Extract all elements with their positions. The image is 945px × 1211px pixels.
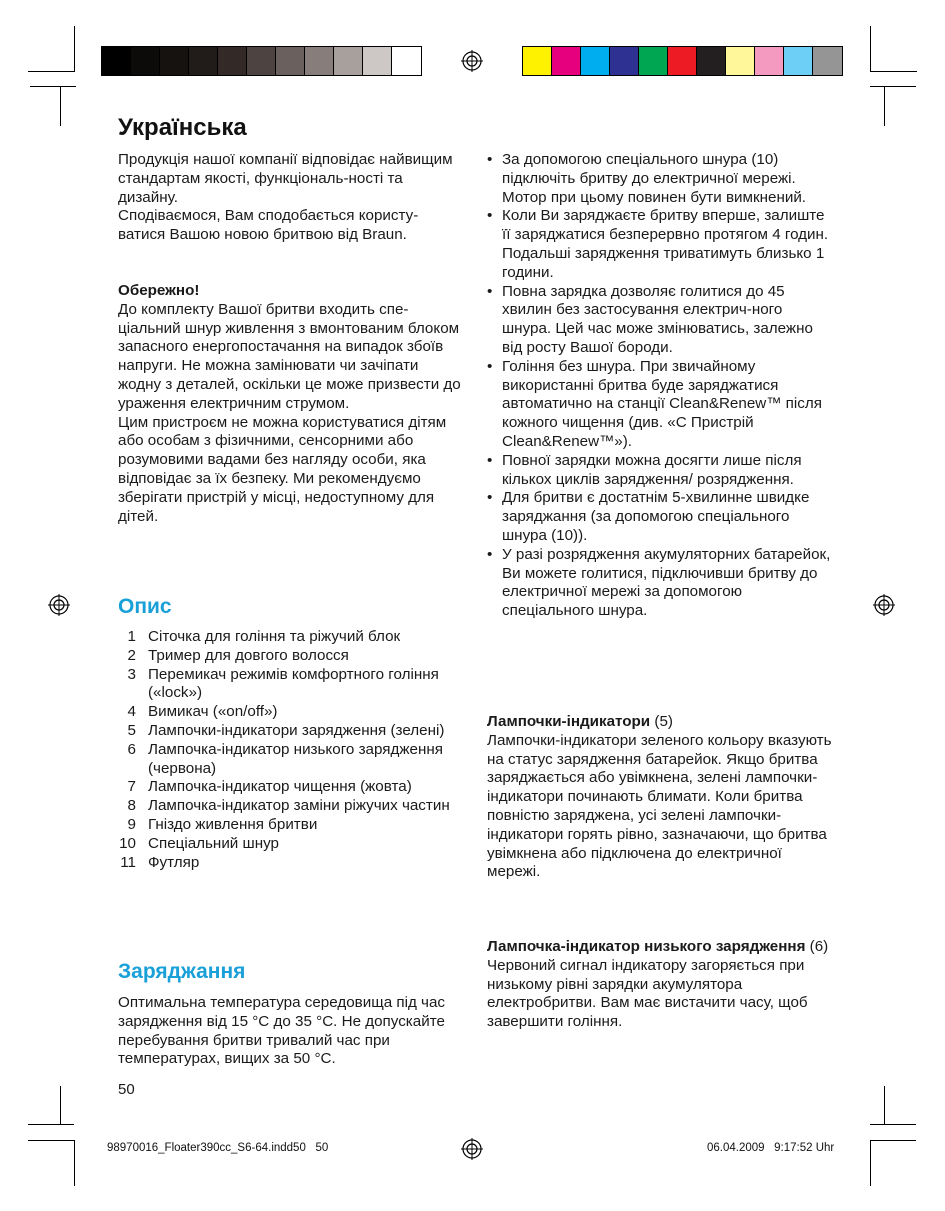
- page-number: 50: [118, 1081, 135, 1098]
- crop-mark: [60, 86, 61, 126]
- color-swatch: [726, 47, 755, 75]
- color-swatch: [189, 47, 218, 75]
- description-heading: Опис: [118, 595, 172, 618]
- list-item: [118, 816, 463, 835]
- bullet-icon: •: [487, 489, 493, 507]
- charging-block: [118, 994, 463, 1069]
- color-swatch: [581, 47, 610, 75]
- crop-mark: [884, 1086, 885, 1124]
- list-item: [118, 778, 463, 797]
- footer-timestamp: 06.04.2009 9:17:52 Uhr: [707, 1142, 835, 1154]
- bullet-item: [487, 358, 832, 452]
- crop-mark: [870, 26, 871, 72]
- list-item-text: Вимикач («on/off»): [148, 703, 278, 721]
- list-item-number: 7: [127, 778, 136, 796]
- color-swatch: [639, 47, 668, 75]
- list-item-number: 5: [127, 721, 136, 739]
- charging-steps-block: [487, 151, 832, 621]
- registration-mark-icon: [461, 50, 483, 72]
- color-swatch: [102, 47, 131, 75]
- list-item-number: 9: [127, 815, 136, 833]
- indicators-block: [487, 713, 832, 882]
- bullet-text: Коли Ви заряджаєте бритву вперше, залиште її заряджатися безперервно протягом 4 годин. Подальші зарядження триватимуть близько 1 години.: [502, 207, 829, 281]
- crop-mark: [884, 86, 885, 126]
- list-item-number: 10: [119, 834, 136, 852]
- color-swatch: [784, 47, 813, 75]
- list-item-text: Сіточка для гоління та ріжучий блок: [148, 628, 401, 645]
- list-item: [118, 703, 463, 722]
- bullet-text: За допомогою спеціального шнура (10) підключіть бритву до електричної мережі. Мотор при цьому повинен бути вимкнений.: [502, 151, 807, 206]
- list-item-text: Лампочка-індикатор заміни ріжучих частин: [148, 797, 450, 815]
- list-item-text: Тример для довгого волосся: [148, 646, 349, 664]
- list-item-number: 11: [120, 853, 136, 871]
- color-swatch: [523, 47, 552, 75]
- color-swatch: [247, 47, 276, 75]
- list-item-text: Гніздо живлення бритви: [148, 815, 318, 833]
- list-item-number: 3: [127, 665, 136, 683]
- warning-block: [118, 282, 463, 526]
- bullet-icon: •: [487, 357, 493, 375]
- intro-paragraph: Сподіваємося, Вам сподобається користу-ватися Вашою новою бритвою від Braun.: [118, 207, 419, 244]
- crop-mark: [74, 26, 75, 72]
- color-swatch: [552, 47, 581, 75]
- list-item: [118, 835, 463, 854]
- bullet-item: [487, 452, 832, 490]
- low-charge-ref: (6): [809, 938, 829, 955]
- crop-mark: [28, 71, 74, 72]
- bullet-item: [487, 546, 832, 621]
- bullet-item: [487, 151, 832, 207]
- warning-heading: Обережно!: [118, 282, 200, 299]
- bullet-item: [487, 207, 832, 282]
- registration-mark-icon: [48, 594, 70, 616]
- list-item: [118, 647, 463, 666]
- color-swatch: [392, 47, 421, 75]
- list-item-number: 1: [127, 628, 136, 645]
- bullet-icon: •: [487, 282, 493, 300]
- charging-heading: Заряджання: [118, 960, 246, 983]
- color-swatch: [334, 47, 363, 75]
- color-swatch: [160, 47, 189, 75]
- low-charge-paragraph: Червоний сигнал індикатору загоряється при низькому рівні зарядки акумулятора електробритви. Вам має вистачити часу, щоб завершити гоління.: [487, 956, 808, 1031]
- list-item-text: Спеціальний шнур: [148, 834, 279, 852]
- indicators-heading: Лампочки-індикатори: [487, 713, 651, 730]
- crop-mark: [870, 1124, 916, 1125]
- bullet-text: Гоління без шнура. При звичайному використанні бритва буде заряджатися автоматично на станції Clean&Renew™ після кожного чищення (див. «С Пристрій Clean&Renew™»).: [502, 357, 822, 450]
- list-item: [118, 722, 463, 741]
- color-swatch: [131, 47, 160, 75]
- list-item-number: 8: [127, 797, 136, 815]
- crop-mark: [870, 1140, 916, 1141]
- list-item: [118, 666, 463, 704]
- color-swatch: [813, 47, 842, 75]
- color-swatch: [755, 47, 784, 75]
- list-item-text: Лампочка-індикатор низького зарядження (червона): [148, 740, 443, 777]
- indicators-ref: (5): [654, 713, 673, 730]
- color-swatch: [363, 47, 392, 75]
- greyscale-calibration-strip: [101, 46, 422, 76]
- warning-paragraph: Цим пристроєм не можна користуватися дітям або особам з фізичними, сенсорними або розумовими вадами без нагляду особи, яка відповідає за їх безпеку. Ми рекомендуємо зберігати пристрій у місці, недоступному для дітей.: [118, 413, 447, 525]
- bullet-text: Повна зарядка дозволяє голитися до 45 хвилин без застосування електрич-ного шнура. Цей час може змінюватись, залежно від росту Вашої бороди.: [502, 282, 813, 356]
- color-swatch: [610, 47, 639, 75]
- charging-paragraph: Оптимальна температура середовища під час зарядження від 15 °С до 35 °С. Не допускайте перебування бритви тривалий час при температурах, вищих за 50 °С.: [118, 994, 446, 1068]
- low-charge-block: [487, 938, 832, 1032]
- crop-mark: [28, 1140, 74, 1141]
- intro-paragraph: Продукція нашої компанії відповідає найвищим стандартам якості, функціональ-ності та дизайну.: [118, 151, 453, 206]
- color-calibration-strip: [522, 46, 843, 76]
- indicators-paragraph: Лампочки-індикатори зеленого кольору вказують на статус зарядження батарейок. Якщо бритва заряджається або увімкнена, зелені лампочки-індикатори починають блимати. Коли бритва повністю заряджена, усі зелені лампочки-індикатори горять рівно, зазначаючи, що бритва увімкнена або підключена до електричної мережі.: [487, 731, 832, 881]
- intro-block: [118, 151, 463, 245]
- list-item: [118, 741, 463, 779]
- crop-mark: [871, 71, 917, 72]
- color-swatch: [218, 47, 247, 75]
- parts-list: [118, 628, 463, 872]
- bullet-icon: •: [487, 545, 493, 563]
- list-item-text: Лампочки-індикатори зарядження (зелені): [148, 721, 445, 739]
- crop-mark: [870, 86, 916, 87]
- bullet-text: Для бритви є достатнім 5-хвилинне швидке заряджання (за допомогою спеціального шнура (10)).: [502, 489, 810, 544]
- footer-file-info: 98970016_Floater390cc_S6-64.indd50 50: [107, 1142, 329, 1154]
- registration-mark-icon: [461, 1138, 483, 1160]
- warning-paragraph: До комплекту Вашої бритви входить спе-ціальний шнур живлення з вмонтованим блоком запасного енергопостачання на випадок збоїв напруги. Не можна замінювати чи зачіпати жодну з деталей, оскільки це може призвести до ураження електричним струмом.: [118, 300, 461, 412]
- low-charge-heading: Лампочка-індикатор низького зарядження: [487, 938, 806, 955]
- crop-mark: [74, 1140, 75, 1186]
- list-item-number: 4: [127, 703, 136, 721]
- bullet-item: [487, 283, 832, 358]
- page-title: Українська: [118, 114, 247, 141]
- color-swatch: [668, 47, 697, 75]
- crop-mark: [60, 1086, 61, 1124]
- list-item-text: Футляр: [148, 853, 200, 871]
- list-item-number: 6: [127, 740, 136, 758]
- list-item-text: Лампочка-індикатор чищення (жовта): [148, 778, 412, 796]
- crop-mark: [30, 86, 76, 87]
- list-item: [118, 628, 463, 647]
- list-item: [118, 854, 463, 873]
- registration-mark-icon: [873, 594, 895, 616]
- color-swatch: [305, 47, 334, 75]
- crop-mark: [28, 1124, 74, 1125]
- list-item-text: Перемикач режимів комфортного гоління («lock»): [148, 665, 439, 702]
- parts-list-block: [118, 628, 463, 872]
- list-item-number: 2: [127, 646, 136, 664]
- bullet-item: [487, 489, 832, 545]
- crop-mark: [870, 1140, 871, 1186]
- charging-steps-list: [487, 151, 832, 621]
- bullet-text: У разі розрядження акумуляторних батарейок, Ви можете голитися, підключивши бритву до електричної мережі за допомогою спеціального шнура.: [502, 545, 831, 620]
- color-swatch: [276, 47, 305, 75]
- bullet-text: Повної зарядки можна досягти лише після кількох циклів зарядження/ розрядження.: [502, 451, 802, 488]
- list-item: [118, 797, 463, 816]
- bullet-icon: •: [487, 207, 493, 225]
- bullet-icon: •: [487, 451, 493, 469]
- bullet-icon: •: [487, 151, 493, 168]
- color-swatch: [697, 47, 726, 75]
